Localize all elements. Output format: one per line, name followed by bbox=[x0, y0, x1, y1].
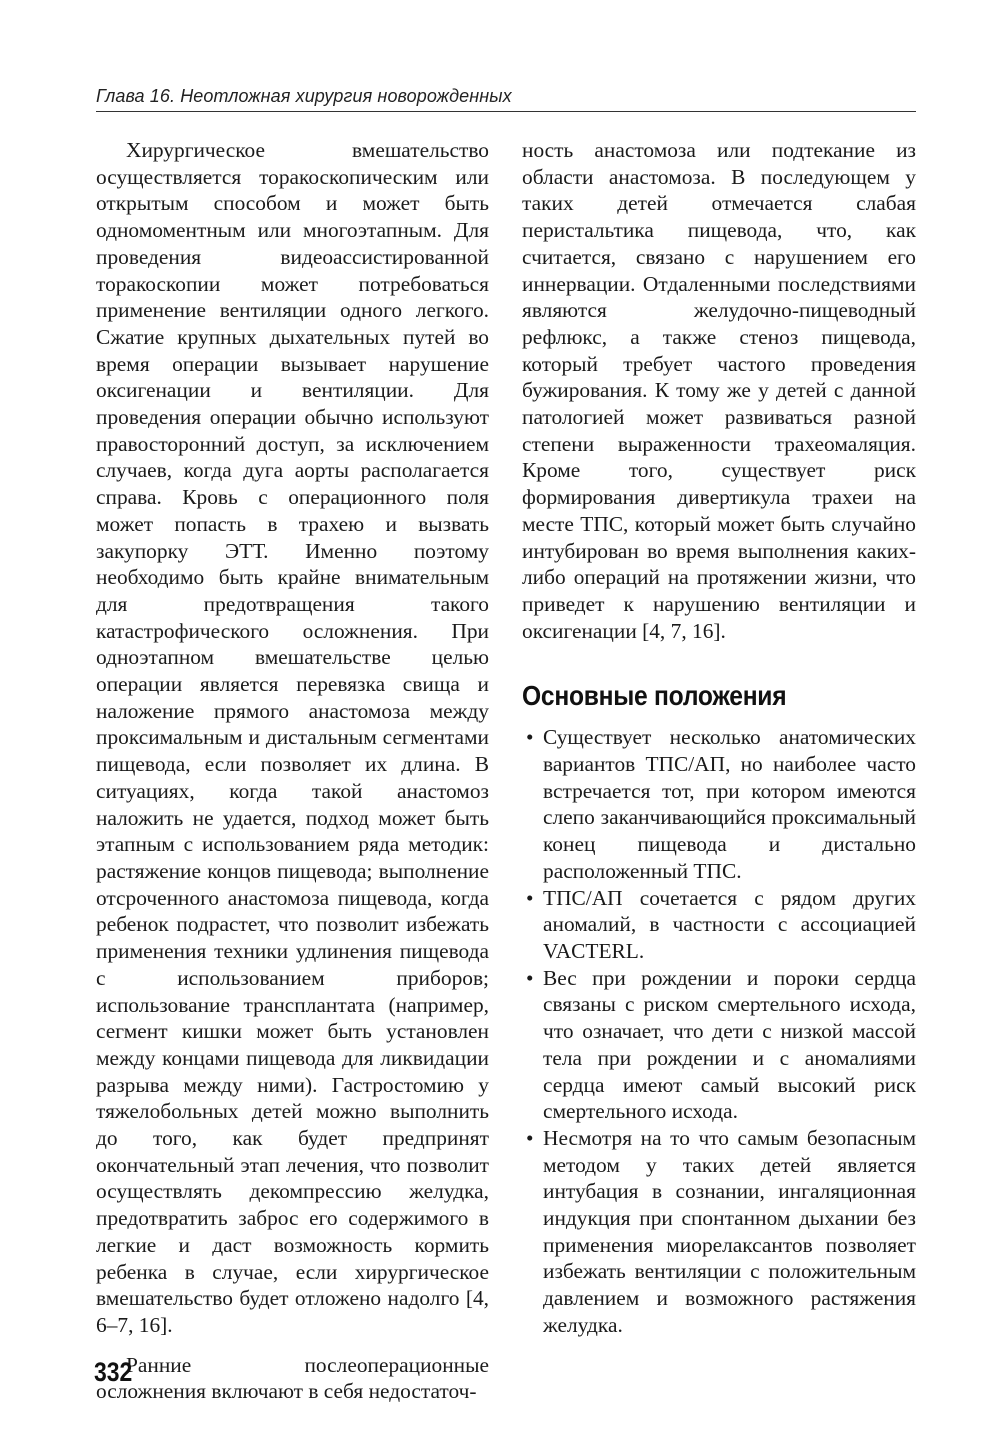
section-heading: Основные положения bbox=[522, 680, 787, 712]
right-column bbox=[522, 137, 916, 1339]
body-paragraph: Хирургическое вмешательство осуществляется торакоскопическим или открытым способом и может быть одномоментным или многоэтапным. Для проведения видеоассистированной торакоскопии может потребоваться применение вентиляции одного легкого. Сжатие крупных дыхательных путей во время операции вызывает нарушение оксигенации и вентиляции. Для проведения операции обычно используют правосторонний доступ, за исключением случаев, когда дуга аорты располагается справа. Кровь с операционного поля может попасть в трахею и вызвать закупорку ЭТТ. Именно поэтому необходимо быть крайне внимательным для предотвращения такого катастрофического осложнения. При одноэтапном вмешательстве целью операции является перевязка свища и наложение прямого анастомоза между проксимальным и дистальным сегментами пищевода, если позволяет их длина. В ситуациях, когда такой анастомоз наложить не удается, подход может быть этапным с использованием ряда методик: растяжение концов пищевода; выполнение отсроченного анастомоза пищевода, когда ребенок подрастет, что позволит избежать применения техники удлинения пищевода с использованием приборов; использование трансплантата (например, сегмент кишки может быть установлен между концами пищевода для ликвидации разрыва между ними). Гастростомию у тяжелобольных детей можно выполнить до того, как будет предпринят окончательный этап лечения, что позволит осуществлять декомпрессию желудка, предотвратить заброс его содержимого в легкие и даст возможность кормить ребенка в случае, если хирургическое вмешательство будет отложено надолго [4, 6–7, 16]. bbox=[96, 138, 489, 1337]
list-item: • ТПС/АП сочетается с рядом других аномалий, в частности с ассоциацией VACTERL. bbox=[543, 885, 916, 965]
body-paragraph: Ранние послеоперационные осложнения включают в себя недостаточ- bbox=[96, 1352, 489, 1404]
list-item: • Несмотря на то что самым безопасным методом у таких детей является интубация в сознании, ингаляционная индукция при спонтанном дыхании без применения миорелаксантов позволяет избежать вентиляции с положительным давлением и возможного растяжения желудка. bbox=[543, 1125, 916, 1339]
left-column bbox=[96, 137, 489, 1405]
header-divider bbox=[96, 111, 916, 112]
body-paragraph-continued: ность анастомоза или подтекание из области анастомоза. В последующем у таких детей отмечается слабая перистальтика пищевода, что, как считается, связано с нарушением его иннервации. Отдаленными последствиями являются желудочно-пищеводный рефлюкс, а также стеноз пищевода, который требует частого проведения бужирования. К тому же у детей с данной патологией может развиваться разной степени выраженности трахеомаляция. Кроме того, существует риск формирования дивертикула трахеи на месте ТПС, который может быть случайно интубирован во время выполнения каких-либо операций на протяжении жизни, что приведет к нарушению вентиляции и оксигенации [4, 7, 16]. bbox=[522, 138, 916, 643]
list-item: • Вес при рождении и пороки сердца связаны с риском смертельного исхода, что означает, что дети с низкой массой тела при рождении и с аномалиями сердца имеют самый высокий риск смертельного исхода. bbox=[543, 965, 916, 1125]
list-item: • Существует несколько анатомических вариантов ТПС/АП, но наиболее часто встречается тот, при котором имеются слепо заканчивающийся проксимальный конец пищевода и дистально расположенный ТПС. bbox=[543, 724, 916, 884]
key-points-list bbox=[522, 724, 916, 1338]
running-header: Глава 16. Неотложная хирургия новорожденных bbox=[96, 86, 512, 106]
page-number: 332 bbox=[94, 1357, 133, 1387]
